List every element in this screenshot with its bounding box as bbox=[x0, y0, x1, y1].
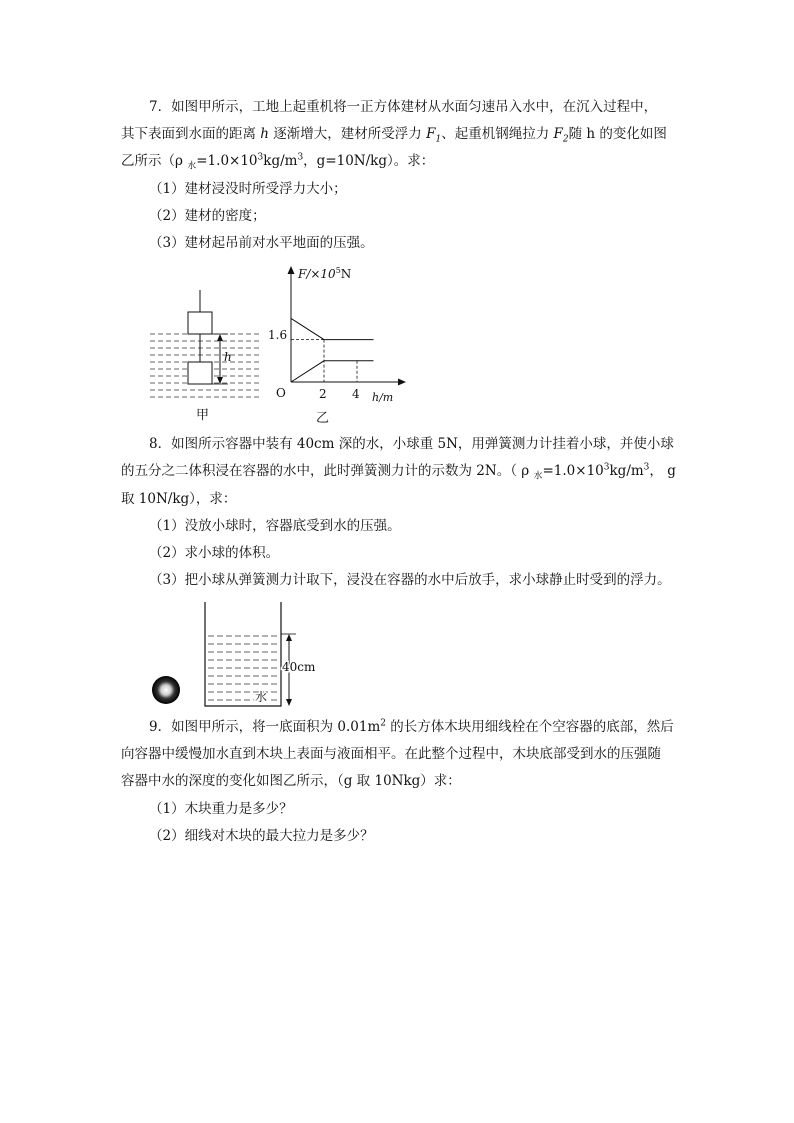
q8-text: =1.0×10 bbox=[542, 463, 604, 479]
q8-sub-question-2: （2）求小球的体积。 bbox=[149, 545, 280, 561]
q7-line-2 bbox=[121, 125, 667, 143]
y-axis-arrow-icon bbox=[288, 266, 295, 274]
q7-line-3 bbox=[121, 152, 434, 170]
q8-sub-question-1: （1）没放小球时，容器底受到水的压强。 bbox=[149, 518, 401, 534]
q7-text: =1.0×10 bbox=[196, 153, 258, 169]
depth-arrow-down-icon bbox=[286, 699, 292, 706]
q7-chart-yi bbox=[262, 258, 412, 426]
q7-text: ，g=10N/kg）。求： bbox=[303, 153, 435, 169]
q9-sup: 2 bbox=[380, 718, 386, 729]
ball bbox=[152, 676, 180, 704]
q8-text: kg/m bbox=[609, 463, 644, 479]
q7-text: 乙所示（ρ bbox=[121, 153, 188, 169]
q9-line-1 bbox=[149, 718, 674, 736]
q7-figure-jia bbox=[148, 286, 266, 426]
q7-var-h: h bbox=[260, 126, 269, 142]
h-arrow-up-icon bbox=[217, 334, 223, 341]
x-axis-label: h/m bbox=[372, 391, 394, 404]
y-label-text: F/×10 bbox=[298, 267, 336, 281]
q8-text: ， g bbox=[649, 463, 676, 479]
block-lower bbox=[188, 362, 212, 384]
q7-sub: 2 bbox=[562, 134, 569, 145]
q7-text: kg/m bbox=[263, 153, 298, 169]
x-tick-label-2: 4 bbox=[352, 387, 360, 401]
q7-text: 、起重机钢绳拉力 bbox=[441, 126, 554, 142]
q8-sub: 水 bbox=[533, 471, 543, 482]
q8-figure-container bbox=[148, 600, 328, 712]
series-f1-line bbox=[291, 361, 374, 382]
h-label: h bbox=[224, 350, 232, 364]
depth-arrow-up-icon bbox=[286, 634, 292, 641]
q7-var-f1: F bbox=[426, 126, 436, 142]
q7-sub: 水 bbox=[187, 161, 197, 172]
q7-line-1: 7．如图甲所示，工地上起重机将一正方体建材从水面匀速吊入水中，在沉入过程中， bbox=[149, 99, 658, 115]
q8-line-2 bbox=[121, 462, 676, 480]
series-f2-line bbox=[291, 318, 374, 339]
q8-sub-question-3: （3）把小球从弹簧测力计取下，浸没在容器的水中后放手，求小球静止时受到的浮力。 bbox=[149, 572, 671, 588]
q9-sub-question-1: （1）木块重力是多少？ bbox=[149, 801, 293, 817]
q7-sup: 3 bbox=[297, 152, 304, 163]
q7-text: 逐渐增大，建材所受浮力 bbox=[269, 126, 427, 142]
x-axis-arrow-icon bbox=[398, 379, 406, 386]
y-label-sup: 5 bbox=[335, 266, 341, 275]
q9-text: 9．如图甲所示，将一底面积为 0.01m bbox=[149, 719, 381, 735]
block-upper bbox=[188, 312, 212, 334]
depth-label: 40cm bbox=[282, 660, 316, 674]
q7-text: 其下表面到水面的距离 bbox=[121, 126, 261, 142]
y-label-unit: N bbox=[340, 267, 352, 281]
q8-text: 的五分之二体积浸在容器的水中，此时弹簧测力计的示数为 2N。（ ρ bbox=[121, 463, 534, 479]
water-label: 水 bbox=[255, 690, 268, 704]
caption-jia: 甲 bbox=[196, 408, 210, 423]
x-tick-label-1: 2 bbox=[319, 387, 327, 401]
q7-sup: 3 bbox=[257, 152, 264, 163]
q9-text: 的长方体木块用细线栓在个空容器的底部，然后 bbox=[385, 719, 674, 735]
water-body bbox=[206, 634, 280, 706]
origin-label: O bbox=[276, 386, 286, 400]
q7-sub-question-3: （3）建材起吊前对水平地面的压强。 bbox=[149, 235, 374, 251]
q7-sub: 1 bbox=[435, 134, 442, 145]
q8-sup: 3 bbox=[603, 462, 610, 473]
q7-text: 随 h 的变化如图 bbox=[568, 126, 667, 142]
q9-line-2: 向容器中缓慢加水直到木块上表面与液面相平。在此整个过程中，木块底部受到水的压强随 bbox=[121, 746, 661, 762]
q9-sub-question-2: （2）细线对木块的最大拉力是多少？ bbox=[149, 828, 374, 844]
y-axis-label bbox=[297, 266, 351, 281]
q8-line-3: 取 10N/kg），求： bbox=[121, 491, 237, 507]
q7-var-f2: F bbox=[553, 126, 563, 142]
q9-line-3: 容器中水的深度的变化如图乙所示，（g 取 10Nkg）求： bbox=[121, 773, 461, 789]
q8-line-1: 8．如图所示容器中装有 40cm 深的水，小球重 5N，用弹簧测力计挂着小球，并使小球 bbox=[149, 436, 674, 452]
caption-yi: 乙 bbox=[316, 411, 330, 426]
y-tick-label: 1.6 bbox=[268, 328, 288, 342]
q7-sub-question-2: （2）建材的密度； bbox=[149, 208, 266, 224]
q8-sup: 3 bbox=[643, 462, 650, 473]
q7-sub-question-1: （1）建材浸没时所受浮力大小； bbox=[149, 181, 347, 197]
